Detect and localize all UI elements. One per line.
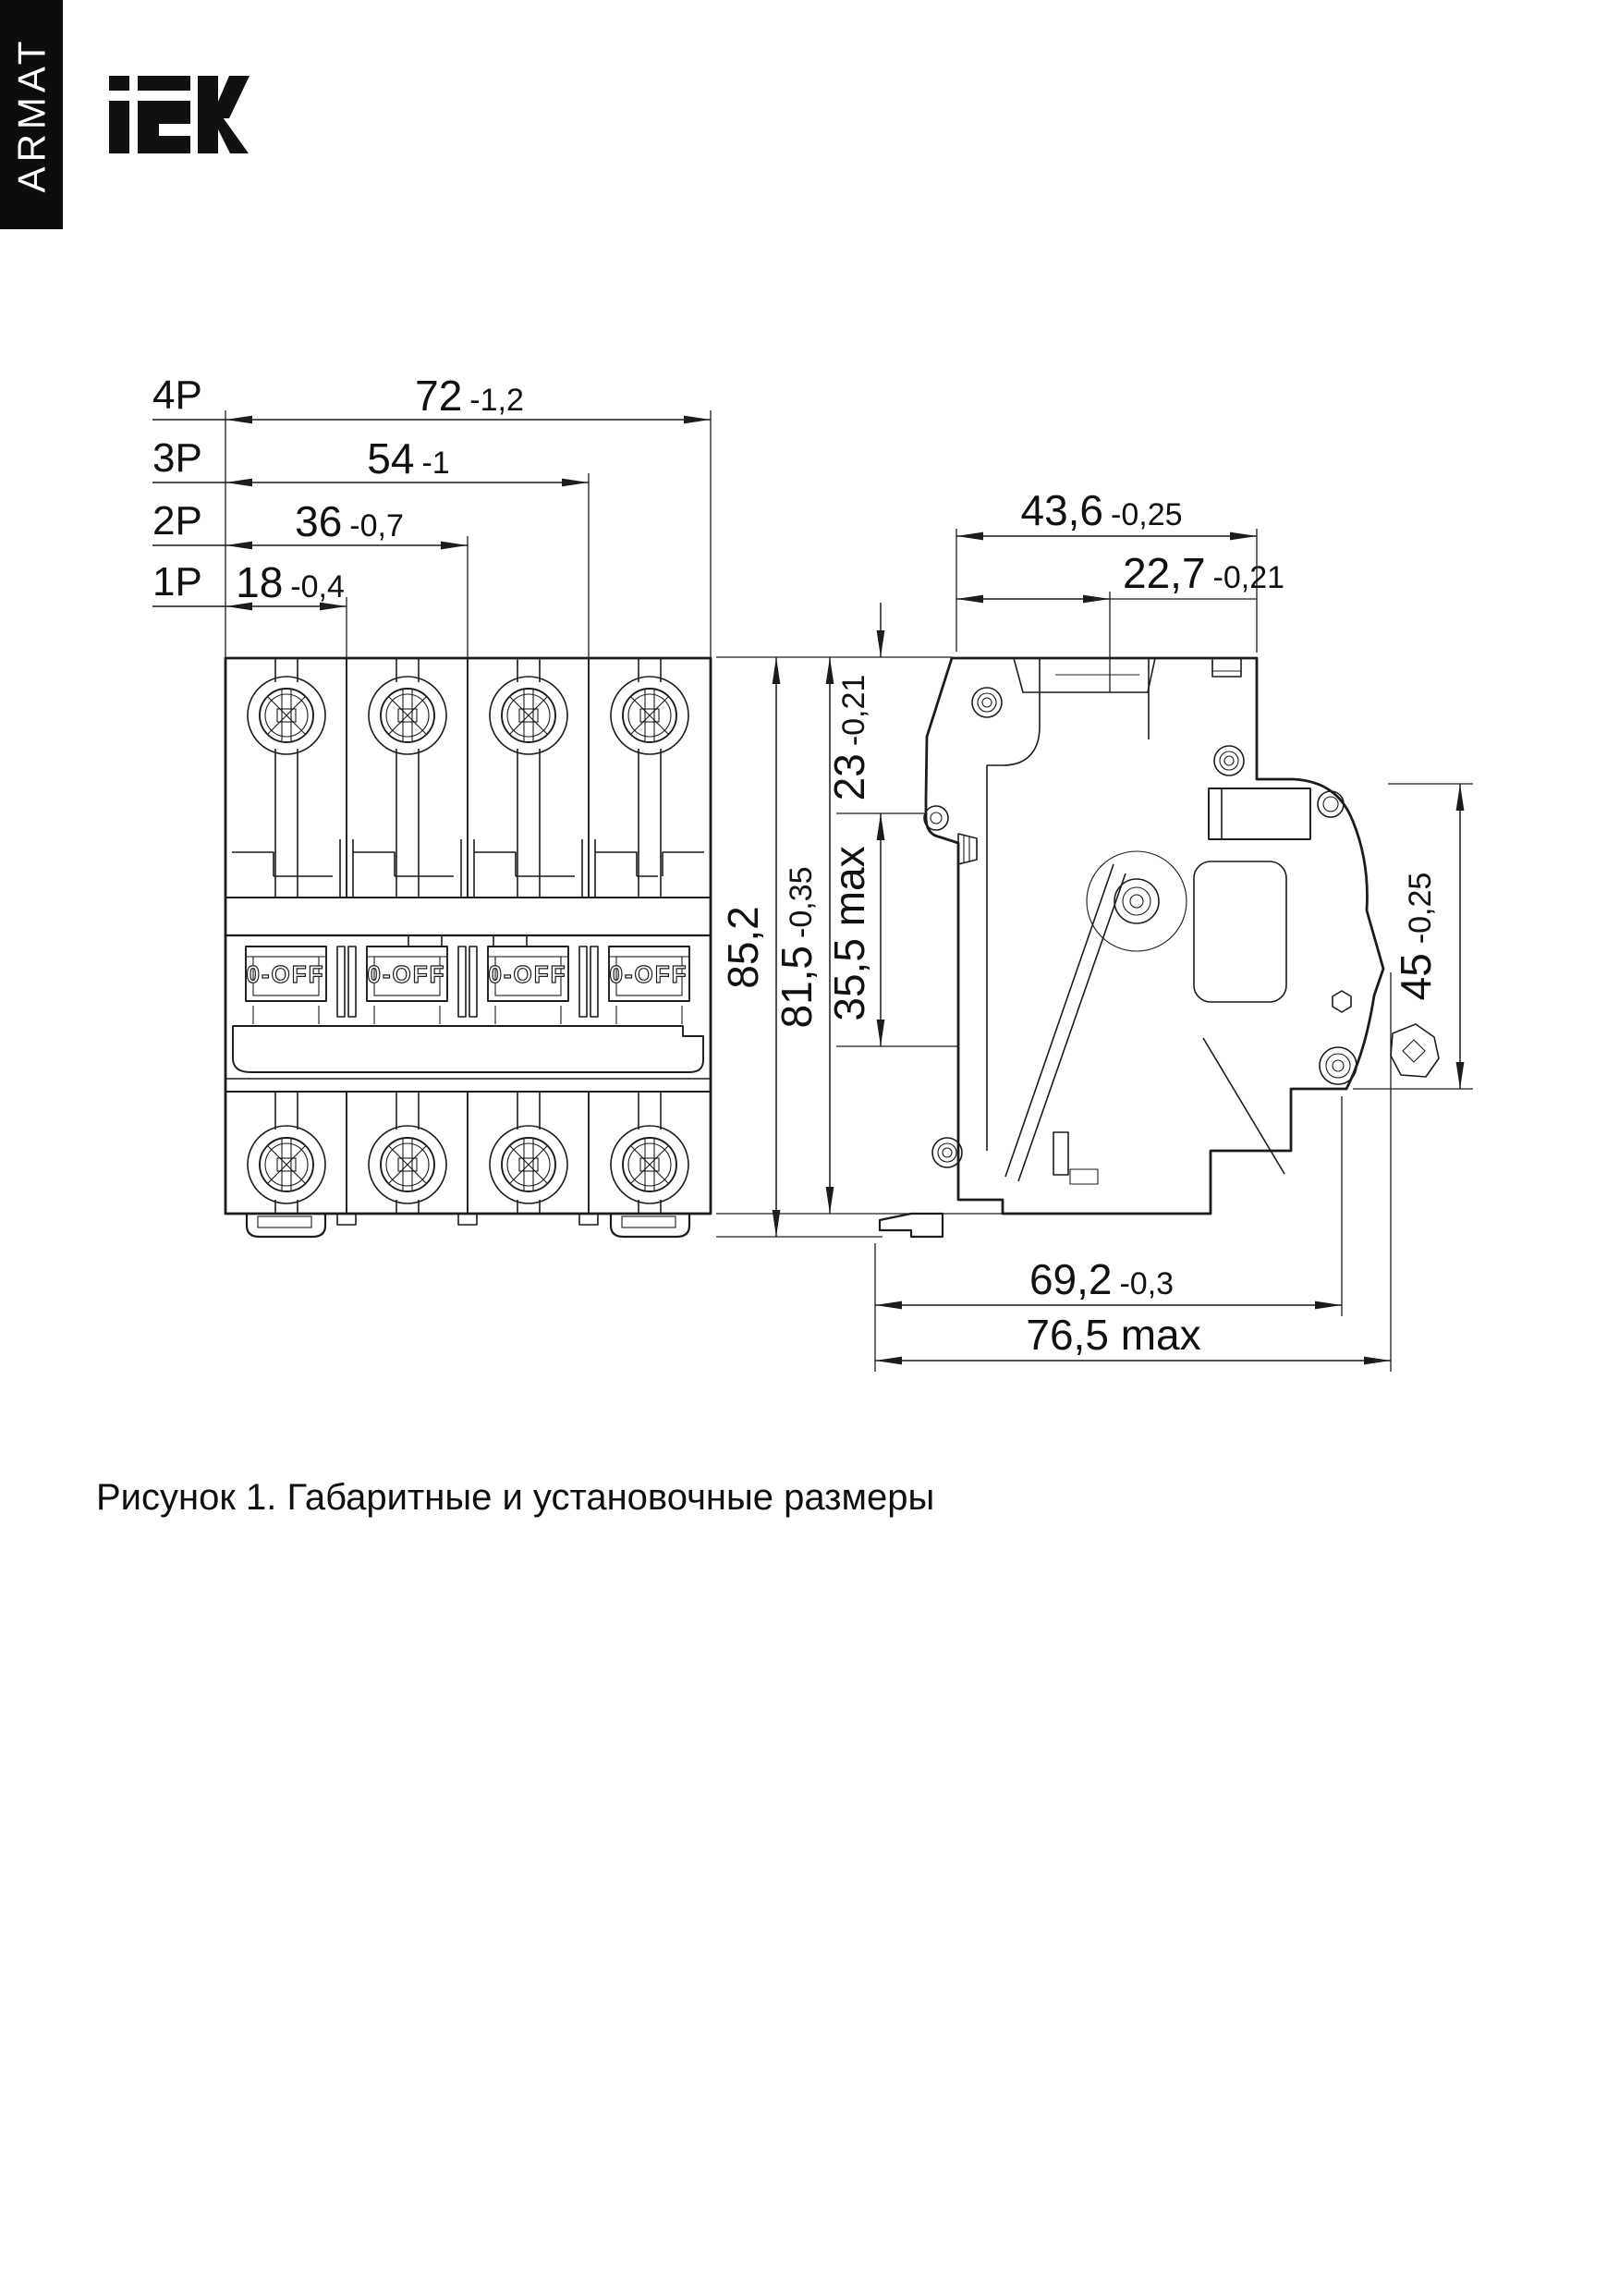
pole-label-3p: 3P [152, 435, 202, 481]
dim-43-6: 43,6 -0,25 [1020, 486, 1183, 534]
figure-caption: Рисунок 1. Габаритные и установочные размеры [96, 1477, 935, 1518]
lever-label-2: 0-OFF [367, 960, 446, 988]
dim-22-7: 22,7 -0,21 [1123, 549, 1285, 597]
dim-23: 23-0,21 [825, 674, 873, 801]
side-view-dimensions [825, 486, 1473, 1372]
front-lever-row [246, 946, 689, 1024]
pole-label-4p: 4P [152, 372, 202, 418]
dim-35-5: 35,5 max [825, 846, 873, 1021]
brand-sidebar-label: ARMAT [9, 36, 54, 193]
dim-76-5: 76,5 max [1026, 1311, 1201, 1359]
dim-54: 54 -1 [367, 434, 450, 482]
side-rivets [932, 688, 1357, 1167]
front-din-foot-right [611, 1214, 689, 1237]
lever-label-3: 0-OFF [488, 960, 567, 988]
lever-label-1: 0-OFF [246, 960, 325, 988]
lever-label-4: 0-OFF [609, 960, 688, 988]
dim-85-2: 85,2 [719, 906, 767, 989]
front-din-foot-left [247, 1214, 325, 1237]
dim-81-5: 81,5-0,35 [773, 866, 821, 1029]
dim-72: 72 -1,2 [415, 372, 524, 420]
front-view-dimensions [152, 372, 1003, 1237]
pole-label-2p: 2P [152, 498, 202, 543]
dim-69-2: 69,2 -0,3 [1029, 1255, 1175, 1303]
side-view-drawing [880, 658, 1439, 1237]
pole-label-1p: 1P [152, 559, 202, 605]
dim-45: 45-0,25 [1392, 872, 1440, 1001]
front-view-drawing [225, 658, 711, 1237]
dim-18: 18 -0,4 [236, 558, 345, 606]
dim-36: 36 -0,7 [295, 497, 404, 545]
